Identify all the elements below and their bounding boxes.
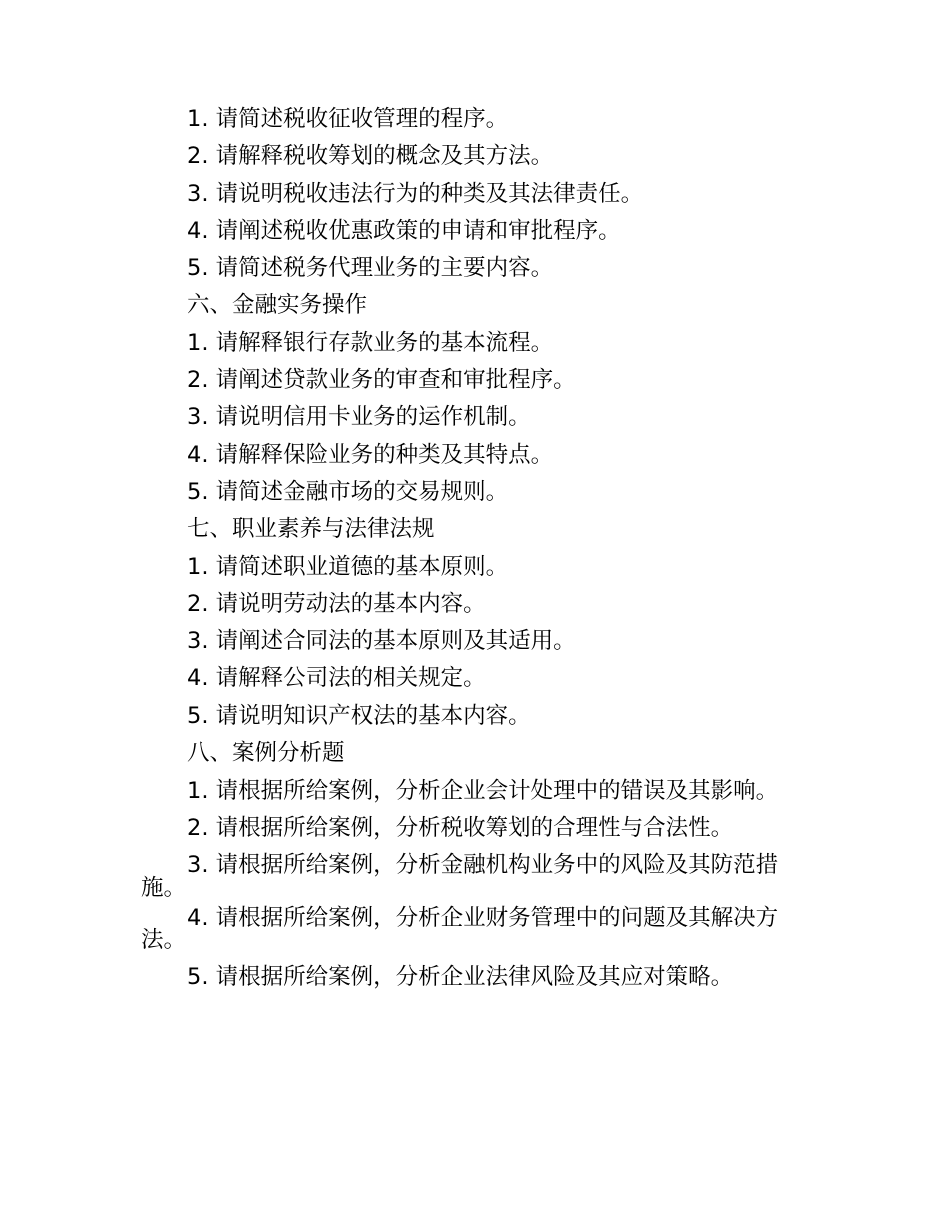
- list-item: 5. 请根据所给案例，分析企业法律风险及其应对策略。: [187, 964, 734, 991]
- list-item: 1. 请简述税收征收管理的程序。: [187, 106, 509, 132]
- list-item: 3. 请阐述合同法的基本原则及其适用。: [187, 628, 576, 655]
- list-item: 5. 请简述税务代理业务的主要内容。: [187, 255, 554, 282]
- list-item: 4. 请阐述税收优惠政策的申请和审批程序。: [187, 217, 621, 244]
- list-item: 3. 请说明信用卡业务的运作机制。: [187, 404, 531, 431]
- list-item: 5. 请简述金融市场的交易规则。: [187, 478, 509, 505]
- list-item: 1. 请根据所给案例，分析企业会计处理中的错误及其影响。: [187, 777, 779, 804]
- list-item: 4. 请解释公司法的相关规定。: [187, 665, 486, 692]
- list-item: 4. 请根据所给案例，分析企业财务管理中的问题及其解决方法。: [141, 904, 779, 954]
- list-item: 2. 请解释税收筹划的概念及其方法。: [187, 143, 554, 170]
- list-item: 2. 请阐述贷款业务的审查和审批程序。: [187, 367, 576, 394]
- list-item: 3. 请说明税收违法行为的种类及其法律责任。: [187, 180, 644, 207]
- list-item: 5. 请说明知识产权法的基本内容。: [187, 702, 531, 729]
- section-heading: 六、金融实务操作: [187, 292, 368, 319]
- section-heading: 七、职业素养与法律法规: [187, 516, 435, 543]
- list-item: 1. 请简述职业道德的基本原则。: [187, 553, 509, 580]
- section-heading: 八、案例分析题: [187, 740, 345, 767]
- list-item: 2. 请说明劳动法的基本内容。: [187, 590, 486, 617]
- list-item: 4. 请解释保险业务的种类及其特点。: [187, 441, 554, 468]
- document-body: [141, 101, 821, 996]
- list-item: 1. 请解释银行存款业务的基本流程。: [187, 329, 554, 356]
- list-item: 3. 请根据所给案例，分析金融机构业务中的风险及其防范措施。: [141, 852, 779, 901]
- list-item: 2. 请根据所给案例，分析税收筹划的合理性与合法性。: [187, 814, 734, 841]
